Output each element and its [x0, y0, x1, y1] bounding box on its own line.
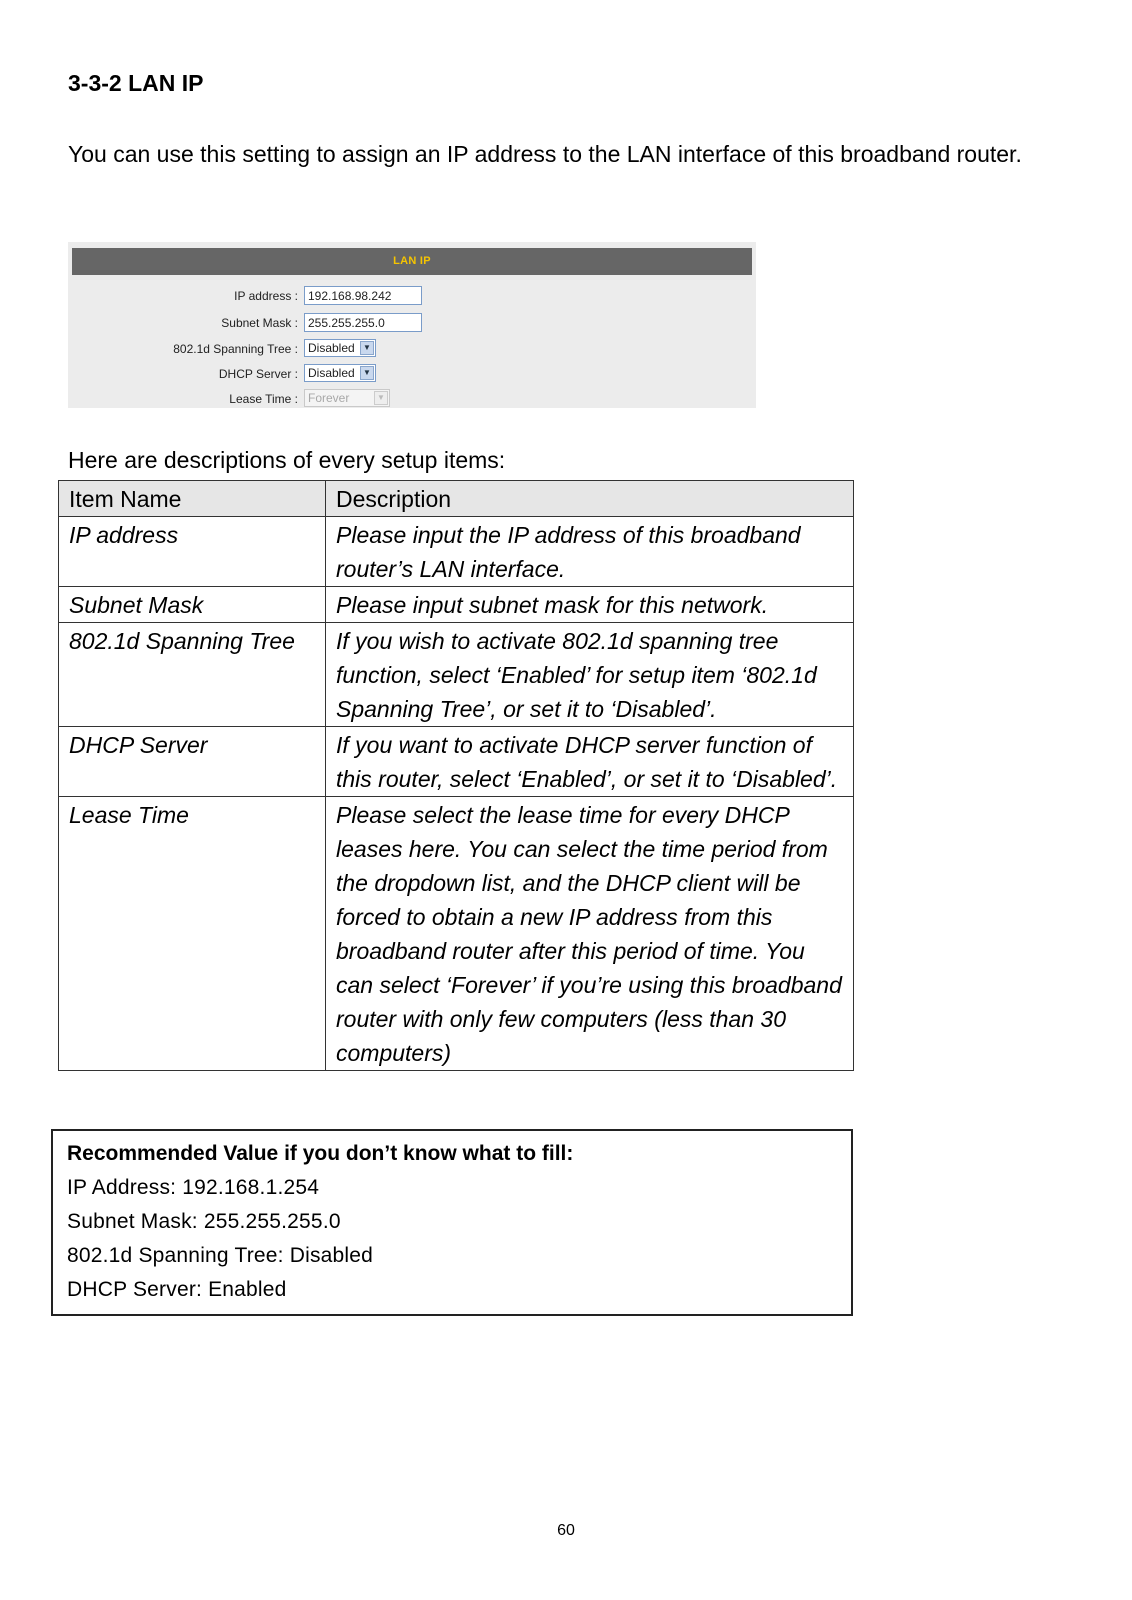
chevron-down-icon: ▼ [360, 341, 374, 355]
setup-items-table [58, 480, 854, 1071]
item-name-cell: Lease Time [59, 797, 326, 1071]
description-cell: If you want to activate DHCP server function of this router, select ‘Enabled’, or set it to ‘Disabled’. [326, 727, 854, 797]
recommended-subnet-mask: Subnet Mask: 255.255.255.0 [67, 1210, 341, 1233]
recommended-title: Recommended Value if you don’t know what to fill: [67, 1142, 574, 1165]
chevron-down-icon: ▼ [360, 366, 374, 380]
table-header-row [59, 481, 854, 517]
dhcp-server-row [68, 364, 756, 386]
description-cell: Please select the lease time for every DHCP leases here. You can select the time period from the dropdown list, and the DHCP client will be forced to obtain a new IP address from this broadband router after this period of time. You can select ‘Forever’ if you’re using this broadband router with only few computers (less than 30 computers) [326, 797, 854, 1071]
subnet-mask-row [68, 313, 756, 335]
table-row [59, 517, 854, 587]
recommended-ip-address: IP Address: 192.168.1.254 [67, 1176, 320, 1199]
description-cell: Please input the IP address of this broadband router’s LAN interface. [326, 517, 854, 587]
header-item-name: Item Name [59, 481, 326, 517]
chevron-down-icon: ▼ [374, 391, 388, 405]
table-row [59, 623, 854, 727]
table-row [59, 587, 854, 623]
intro-paragraph: You can use this setting to assign an IP address to the LAN interface of this broadband router. [68, 141, 1022, 167]
spanning-tree-value: Disabled [308, 341, 355, 355]
lease-time-row [68, 389, 756, 411]
lease-time-select [304, 389, 390, 407]
item-name-cell: IP address [59, 517, 326, 587]
dhcp-server-label: DHCP Server : [218, 367, 298, 381]
ip-address-label: IP address : [234, 289, 298, 303]
recommended-spanning-tree: 802.1d Spanning Tree: Disabled [67, 1244, 374, 1267]
table-intro: Here are descriptions of every setup items: [68, 447, 506, 473]
spanning-tree-select[interactable] [304, 339, 376, 357]
item-name-cell: 802.1d Spanning Tree [59, 623, 326, 727]
lease-time-label: Lease Time : [229, 392, 298, 406]
section-heading: 3-3-2 LAN IP [68, 70, 204, 96]
spanning-tree-row [68, 339, 756, 361]
ip-address-row [68, 286, 756, 308]
page-number: 60 [557, 1522, 575, 1539]
ip-address-input[interactable]: 192.168.98.242 [304, 286, 422, 305]
description-cell: If you wish to activate 802.1d spanning tree function, select ‘Enabled’ for setup item ‘802.1d Spanning Tree’, or set it to ‘Disabled’. [326, 623, 854, 727]
dhcp-server-value: Disabled [308, 366, 355, 380]
item-name-cell: DHCP Server [59, 727, 326, 797]
subnet-mask-input[interactable]: 255.255.255.0 [304, 313, 422, 332]
item-name-cell: Subnet Mask [59, 587, 326, 623]
header-description: Description [326, 481, 854, 517]
table-row [59, 797, 854, 1071]
spanning-tree-label: 802.1d Spanning Tree : [173, 342, 298, 356]
lan-ip-screenshot [68, 242, 756, 408]
subnet-mask-label: Subnet Mask : [221, 316, 298, 330]
lease-time-value: Forever [308, 391, 350, 405]
recommended-dhcp-server: DHCP Server: Enabled [67, 1278, 287, 1301]
table-row [59, 727, 854, 797]
recommended-values-box [51, 1129, 853, 1316]
dhcp-server-select[interactable] [304, 364, 376, 382]
lan-ip-title-bar: LAN IP [72, 248, 752, 275]
description-cell: Please input subnet mask for this network. [326, 587, 854, 623]
